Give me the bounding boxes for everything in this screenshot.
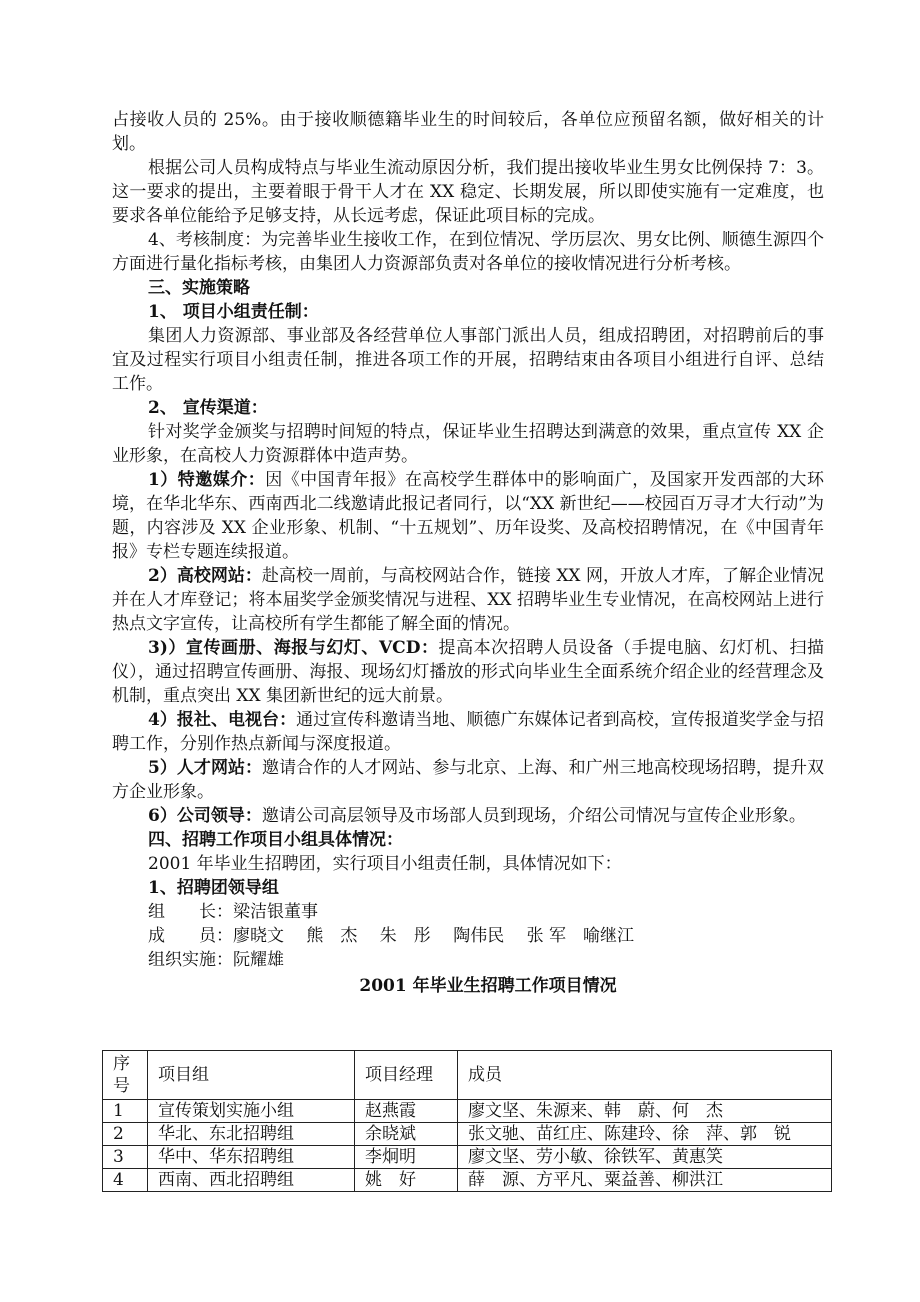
channel-text: 通过宣传科邀请当地、顺德广东媒体记者到高校，宣传报道奖学金与招聘工作，分别作热点新闻与深度报道。 [112, 710, 824, 754]
cell-manager: 赵燕霞 [355, 1100, 458, 1123]
channel-label: 4）报社、电视台： [148, 710, 297, 730]
item1-heading: 1、 项目小组责任制： [148, 302, 319, 322]
paragraph-ratio-intro: 占接收人员的 25%。由于接收顺德籍毕业生的时间较后，各单位应预留名额，做好相关的计划。 [112, 110, 824, 154]
cell-group: 华北、东北招聘组 [148, 1123, 355, 1146]
table-row [103, 1146, 832, 1169]
roster-line: 成 员：廖晓文 熊 杰 朱 彤 陶伟民 张 军 喻继江 [148, 926, 635, 946]
document-page [112, 108, 824, 1000]
cell-members: 薛 源、方平凡、粟益善、柳洪江 [458, 1169, 832, 1192]
cell-index: 4 [103, 1169, 148, 1192]
cell-members: 廖文坚、朱源来、韩 蔚、何 杰 [458, 1100, 832, 1123]
paragraph-gender-ratio: 根据公司人员构成特点与毕业生流动原因分析，我们提出接收毕业生男女比例保持 7：3。这一要求的提出，主要着眼于骨干人才在 XX 稳定、长期发展，所以即使实施有一定难度，也要求各单位能给予足够支持，从长远考虑，保证此项目标的完成。 [112, 158, 824, 226]
channel-paragraph [112, 636, 824, 708]
table-header-row [103, 1051, 832, 1100]
channel-paragraph [112, 756, 824, 804]
header-cell-manager: 项目经理 [355, 1051, 458, 1100]
cell-index: 1 [103, 1100, 148, 1123]
item2-heading: 2、 宣传渠道： [148, 398, 268, 418]
table-row [103, 1169, 832, 1192]
cell-group: 华中、华东招聘组 [148, 1146, 355, 1169]
cell-members: 张文驰、苗红庄、陈建玲、徐 萍、郭 锐 [458, 1123, 832, 1146]
header-cell-members: 成员 [458, 1051, 832, 1100]
leader-group-heading: 1、招聘团领导组 [148, 878, 279, 898]
header-cell-index: 序号 [103, 1051, 148, 1100]
section4-heading: 四、招聘工作项目小组具体情况： [148, 830, 403, 850]
channel-label: 2）高校网站： [148, 566, 262, 586]
cell-manager: 余晓斌 [355, 1123, 458, 1146]
cell-members: 廖文坚、劳小敏、徐铁军、黄惠笑 [458, 1146, 832, 1169]
table-row [103, 1100, 832, 1123]
table-caption: 2001 年毕业生招聘工作项目情况 [359, 976, 617, 996]
channel-text: 提高本次招聘人员设备（手提电脑、幻灯机、扫描仪），通过招聘宣传画册、海报、现场幻灯播放的形式向毕业生全面系统介绍企业的经营理念及机制，重点突出 XX 集团新世纪的远大前景。 [112, 638, 824, 706]
item2-text: 针对奖学金颁奖与招聘时间短的特点，保证毕业生招聘达到满意的效果，重点宣传 XX 企业形象，在高校人力资源群体中造声势。 [112, 422, 824, 466]
channel-text: 邀请合作的人才网站、参与北京、上海、和广州三地高校现场招聘，提升双方企业形象。 [112, 758, 824, 802]
roster-line: 组 长：梁洁银董事 [148, 902, 318, 922]
cell-manager: 李炯明 [355, 1146, 458, 1169]
channel-label: 6）公司领导： [148, 806, 262, 826]
channel-paragraph [112, 468, 824, 564]
channel-label: 5）人才网站： [148, 758, 263, 778]
section3-heading: 三、实施策略 [148, 278, 250, 298]
channel-label: 3)）宣传画册、海报与幻灯、VCD： [148, 638, 439, 658]
cell-group: 宣传策划实施小组 [148, 1100, 355, 1123]
cell-manager: 姚 好 [355, 1169, 458, 1192]
channel-paragraph [112, 564, 824, 636]
channel-paragraph [112, 708, 824, 756]
header-cell-group: 项目组 [148, 1051, 355, 1100]
table-row [103, 1123, 832, 1146]
paragraph-assessment: 4、考核制度：为完善毕业生接收工作，在到位情况、学历层次、男女比例、顺德生源四个方面进行量化指标考核，由集团人力资源部负责对各单位的接收情况进行分析考核。 [112, 230, 824, 274]
channel-text: 赴高校一周前，与高校网站合作，链接 XX 网，开放人才库，了解企业情况并在人才库登记；将本届奖学金颁奖情况与进程、XX 招聘毕业生专业情况，在高校网站上进行热点文字宣传，让高校所有学生都能了解全面的情况。 [112, 566, 824, 634]
section4-text: 2001 年毕业生招聘团，实行项目小组责任制，具体情况如下： [148, 854, 622, 874]
channel-text: 邀请公司高层领导及市场部人员到现场，介绍公司情况与宣传企业形象。 [261, 806, 806, 826]
channel-label: 1）特邀媒介： [148, 470, 266, 490]
project-table [102, 1050, 832, 1192]
channel-text: 因《中国青年报》在高校学生群体中的影响面广，及国家开发西部的大环境，在华北华东、西南西北二线邀请此报记者同行，以“XX 新世纪——校园百万寻才大行动”为题，内容涉及 XX 企业形象、机制、“十五规划”、历年设奖、及高校招聘情况，在《中国青年报》专栏专题连续报道。 [112, 470, 824, 562]
roster-line: 组织实施：阮耀雄 [148, 950, 284, 970]
cell-index: 2 [103, 1123, 148, 1146]
channel-paragraph [112, 804, 824, 828]
item1-text: 集团人力资源部、事业部及各经营单位人事部门派出人员，组成招聘团，对招聘前后的事宜及过程实行项目小组责任制，推进各项工作的开展，招聘结束由各项目小组进行自评、总结工作。 [112, 326, 824, 394]
cell-group: 西南、西北招聘组 [148, 1169, 355, 1192]
cell-index: 3 [103, 1146, 148, 1169]
